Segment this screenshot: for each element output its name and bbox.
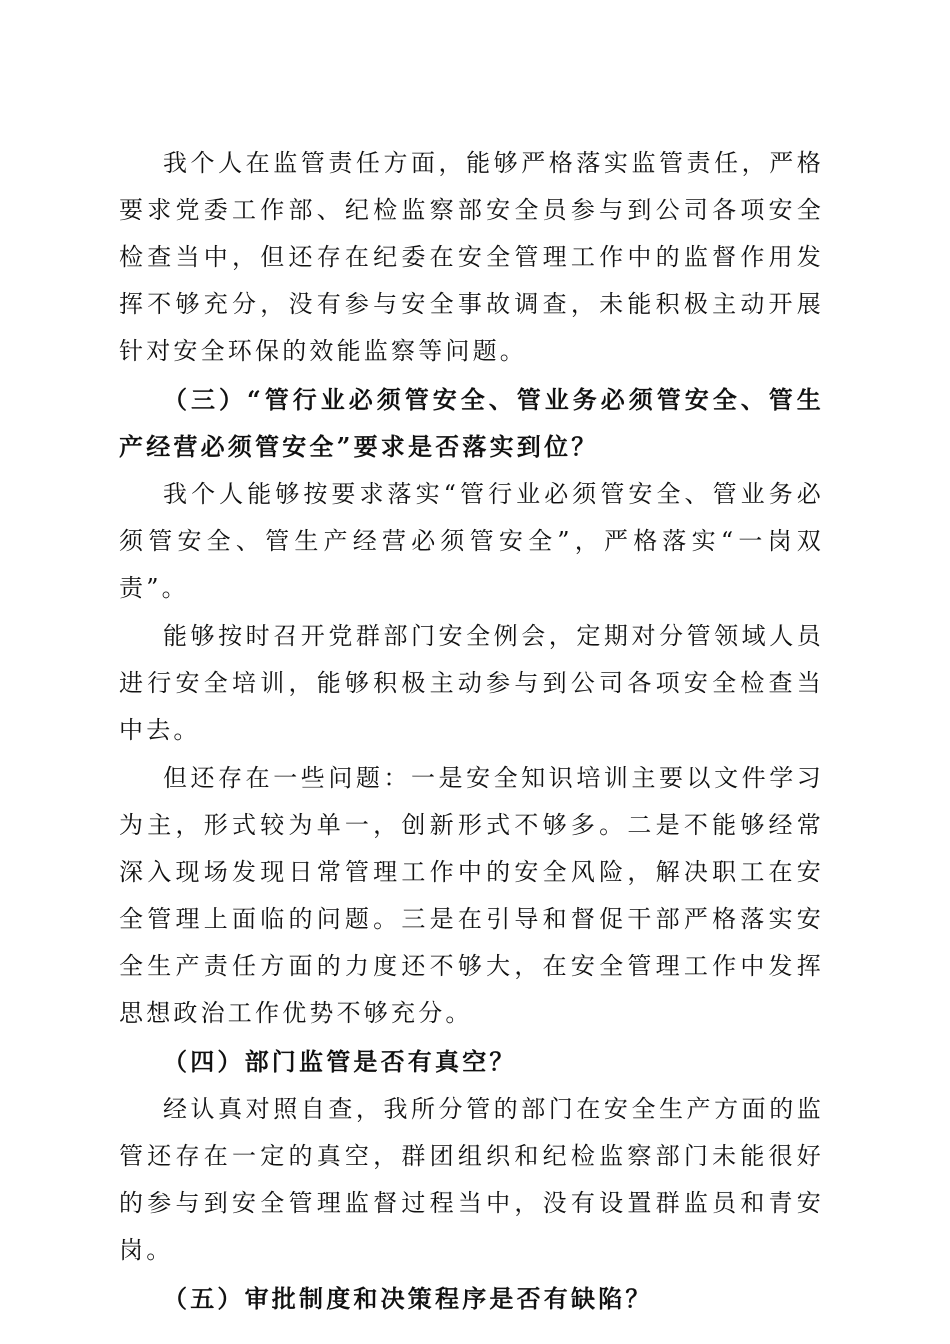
heading-section-four: （四）部门监管是否有真空？ <box>163 1047 517 1076</box>
heading-section-five: （五）审批制度和决策程序是否有缺陷？ <box>163 1284 653 1313</box>
paragraph-safety-meetings: 能够按时召开党群部门安全例会，定期对分管领域人员进行安全培训，能够积极主动参与到公司各项安全检查当中去。 <box>119 622 824 744</box>
heading-section-three: （三）“管行业必须管安全、管业务必须管安全、管生产经营必须管安全”要求是否落实到位？ <box>119 385 824 461</box>
paragraph-self-inspection: 经认真对照自查，我所分管的部门在安全生产方面的监管还存在一定的真空，群团组织和纪检监察部门未能很好的参与到安全管理监督过程当中，没有设置群监员和青安岗。 <box>119 1095 824 1264</box>
paragraph-supervision-responsibility: 我个人在监管责任方面，能够严格落实监管责任，严格要求党委工作部、纪检监察部安全员参与到公司各项安全检查当中，但还存在纪委在安全管理工作中的监督作用发挥不够充分，没有参与安全事故调查，未能积极主动开展针对安全环保的效能监察等问题。 <box>119 149 824 365</box>
document-page <box>119 140 824 1323</box>
paragraph-implementation: 我个人能够按要求落实“管行业必须管安全、管业务必须管安全、管生产经营必须管安全”，严格落实“一岗双责”。 <box>119 480 824 602</box>
paragraph-existing-problems: 但还存在一些问题：一是安全知识培训主要以文件学习为主，形式较为单一，创新形式不够多。二是不能够经常深入现场发现日常管理工作中的安全风险，解决职工在安全管理上面临的问题。三是在引导和督促干部严格落实安全生产责任方面的力度还不够大，在安全管理工作中发挥思想政治工作优势不够充分。 <box>119 764 824 1027</box>
